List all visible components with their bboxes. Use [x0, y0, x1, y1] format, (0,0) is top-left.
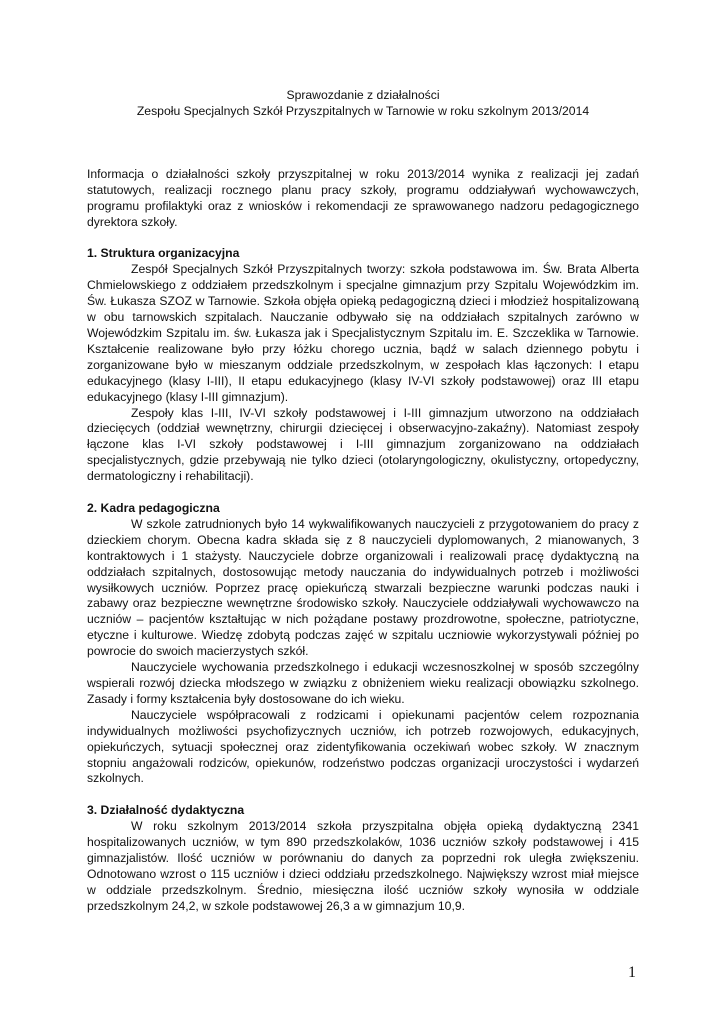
- section-structure: [87, 246, 639, 485]
- paragraph: W szkole zatrudnionych było 14 wykwalifikowanych nauczycieli z przygotowaniem do pracy z dzieckiem chorym. Obecna kadra składa się z 8 nauczycieli dyplomowanych, 2 mianowanych, 3 kontraktowych i 1 stażysty. Nauczyciele dobrze organizowali i realizowali pracę dydaktyczną na oddziałach szpitalnych, dostosowując metody nauczania do indywidualnych potrzeb i możliwości wysiłkowych uczniów. Poprzez pracę opiekuńczą stwarzali bezpieczne warunki podczas nauki i zabawy oraz bezpieczne wewnętrzne środowisko szkoły. Nauczyciele oddziaływali wychowawczo na uczniów – pacjentów kształtując w nich pożądane postawy prozdrowotne, społeczne, patriotyczne, etyczne i kulturowe. Wiedzę zdobytą podczas zajęć w szpitalu uczniowie wykorzystywali później po powrocie do swoich macierzystych szkół.: [87, 516, 639, 659]
- document-title: [87, 88, 639, 120]
- paragraph: Nauczyciele współpracowali z rodzicami i opiekunami pacjentów celem rozpoznania indywidualnych możliwości psychofizycznych uczniów, ich potrzeb rozwojowych, edukacyjnych, opiekuńczych, sytuacji społecznej oraz zidentyfikowania oczekiwań wobec szkoły. W znacznym stopniu angażowali rodziców, opiekunów, rodzeństwo podczas organizacji uroczystości i wydarzeń szkolnych.: [87, 707, 639, 786]
- section-heading: 2. Kadra pedagogiczna: [87, 501, 220, 516]
- paragraph: Zespół Specjalnych Szkół Przyszpitalnych tworzy: szkoła podstawowa im. Św. Brata Alberta Chmielowskiego z oddziałem przedszkolnym i specjalne gimnazjum przy Szpitalu Wojewódzkim im. Św. Łukasza SZOZ w Tarnowie. Szkoła objęła opieką pedagogiczną dzieci i młodzież hospitalizowaną w obu tarnowskich szpitalach. Nauczanie odbywało się na oddziałach szpitalnych zarówno w Wojewódzkim Szpitalu im. św. Łukasza jak i Specjalistycznym Szpitalu im. E. Szczeklika w Tarnowie. Kształcenie realizowane było przy łóżku chorego ucznia, bądź w salach dziennego pobytu i zorganizowane było w mieszanym oddziale przedszkolnym, w zespołach klas łączonych: I etapu edukacyjnego (klasy I-III), II etapu edukacyjnego (klasy IV-VI szkoły podstawowej) oraz III etapu edukacyjnego (klasy I-III gimnazjum).: [87, 262, 639, 404]
- page-number: 1: [628, 964, 636, 981]
- section-didactics: [87, 803, 639, 914]
- intro-paragraph: Informacja o działalności szkoły przyszpitalnej w roku 2013/2014 wynika z realizacji jej zadań statutowych, realizacji rocznego planu pracy szkoły, programu oddziaływań wychowawczych, programu profilaktyki oraz z wniosków i rekomendacji ze sprawowanego nadzoru pedagogicznego dyrektora szkoły.: [87, 166, 639, 229]
- title-line-2: Zespołu Specjalnych Szkół Przyszpitalnych w Tarnowie w roku szkolnym 2013/2014: [136, 103, 590, 118]
- title-line-1: Sprawozdanie z działalności: [286, 88, 440, 102]
- paragraph: W roku szkolnym 2013/2014 szkoła przyszpitalna objęła opieką dydaktyczną 2341 hospitalizowanych uczniów, w tym 890 przedszkolaków, 1036 uczniów szkoły podstawowej i 415 gimnazjalistów. Ilość uczniów w porównaniu do danych za poprzedni rok uległa zwiększeniu. Odnotowano wzrost o 115 uczniów i dzieci oddziału przedszkolnego. Największy wzrost miał miejsce w oddziale przedszkolnym. Średnio, miesięczna ilość uczniów szkoły wynosiła w oddziale przedszkolnym 24,2, w szkole podstawowej 26,3 a w gimnazjum 10,9.: [87, 819, 639, 913]
- paragraph: Zespoły klas I-III, IV-VI szkoły podstawowej i I-III gimnazjum utworzono na oddziałach dziecięcych (oddział wewnętrzny, chirurgii dziecięcej i obserwacyjno-zakaźny). Natomiast zespoły łączone klas I-VI szkoły podstawowej i I-III gimnazjum zorganizowano na oddziałach specjalistycznych, gdzie przebywają nie tylko dzieci (otolaryngologiczny, okulistyczny, ortopedyczny, dermatologiczny i rehabilitacji).: [87, 405, 639, 484]
- section-heading: 3. Działalność dydaktyczna: [87, 803, 245, 818]
- document-page: [87, 88, 639, 915]
- section-staff: [87, 501, 639, 787]
- section-heading: 1. Struktura organizacyjna: [87, 246, 240, 261]
- paragraph: Nauczyciele wychowania przedszkolnego i edukacji wczesnoszkolnej w sposób szczególny wspierali rozwój dziecka młodszego w związku z obniżeniem wieku realizacji obowiązku szkolnego. Zasady i formy kształcenia były dostosowane do ich wieku.: [87, 660, 639, 706]
